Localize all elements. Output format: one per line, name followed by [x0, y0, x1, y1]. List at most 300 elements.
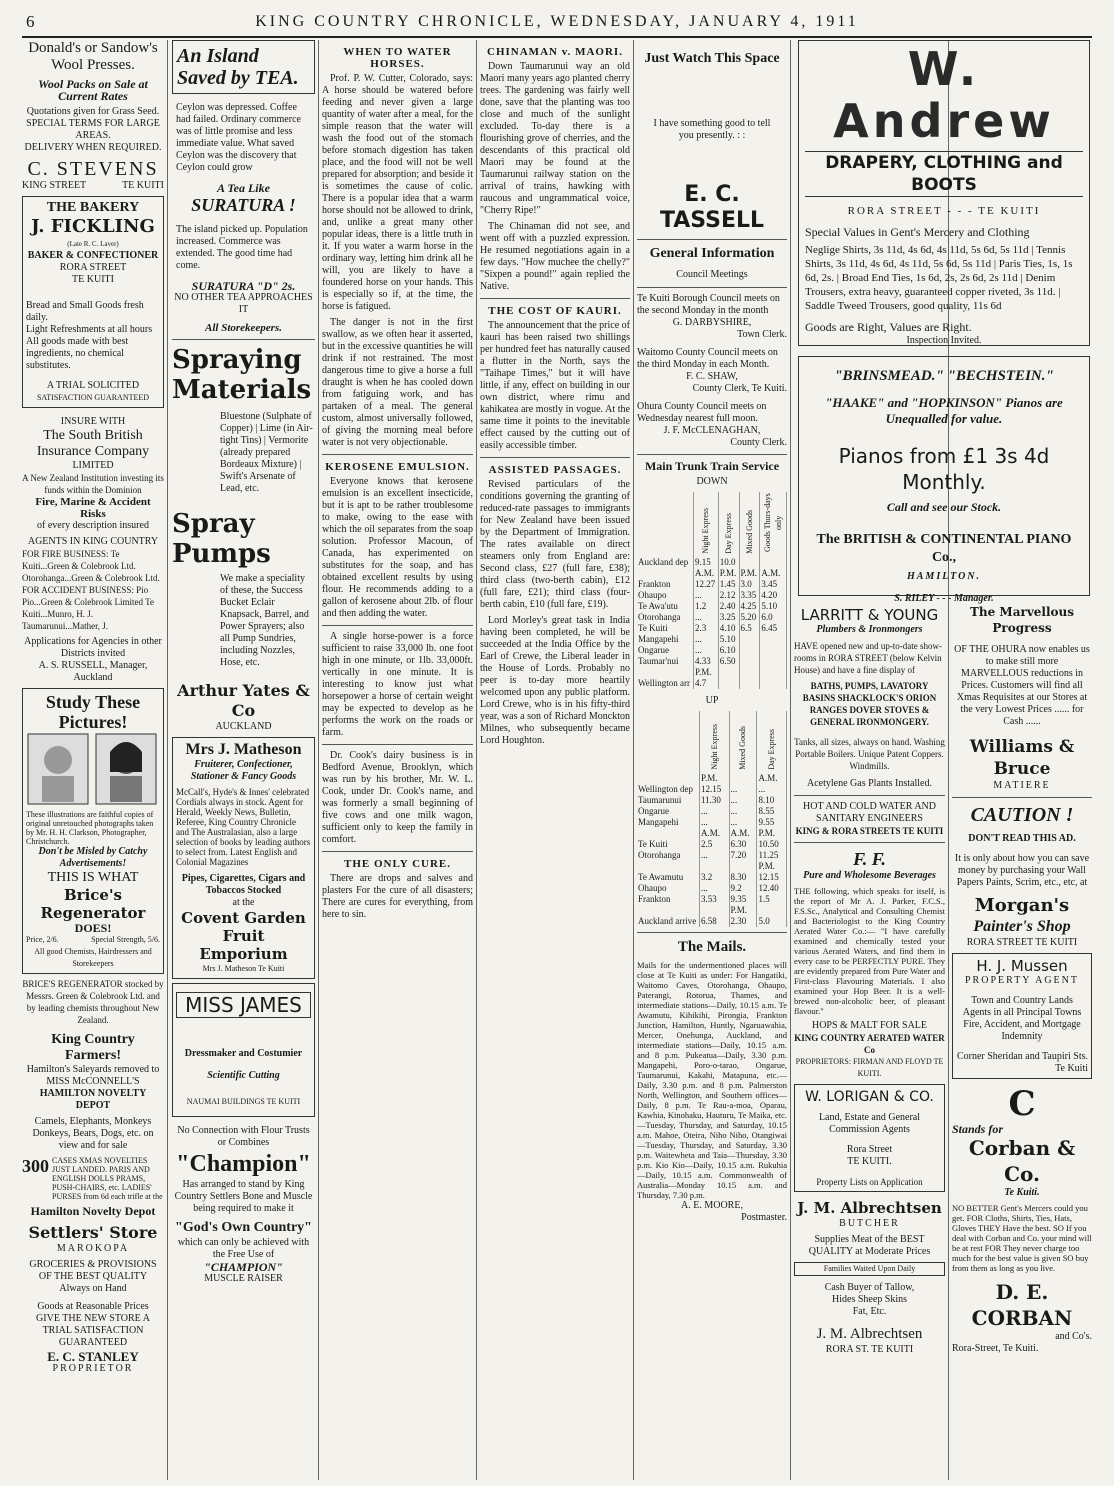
mccall-text: McCall's, Hyde's & Innes' celebrated Cordials always in stock. Agent for Herald, Weekly News, Bulletin, Referee, King Country Chronicle and The Australasian, also a large selection of books by leading authors to select from. Latest English and Colonial Magazines	[176, 787, 311, 867]
timetable-row	[637, 645, 787, 656]
fruiterer-text: Fruiterer, Confectioner, Stationer & Fancy Goods	[190, 759, 297, 782]
ohura-text: OF THE OHURA now enables us to make still more MARVELLOUS reductions in Prices. Customers will find all Xmas Requisites at our Stores at the very Lowest Prices ...... for Cash ......	[954, 644, 1090, 727]
article-paragraph: The Chinaman did not see, and went off with a puzzled expression. He resumed negotiations again in a few days. "How muchee the chelly?" "Sixpen a pound!" again replied the Native.	[480, 221, 630, 292]
piano-ad	[794, 356, 1094, 604]
train-service-heading: Main Trunk Train Service	[644, 459, 780, 473]
time-cell: ...	[729, 817, 757, 828]
time-cell: A.M.	[700, 828, 730, 839]
timetable-row	[637, 795, 787, 806]
waitomo-text: Waitomo County Council meets on the third Monday in each Month.	[637, 347, 778, 370]
lorigan-name: W. LORIGAN & CO.	[805, 1089, 934, 1105]
andrew-items: Neglige Shirts, 3s 11d, 4s 6d, 4s 11d, 5s 6d, 5s 11d | Tennis Shirts, 3s 11d, 4s 6d, 4s 11d, 5s 6d, 5s 11d | Paris Ties, 1s, 1s 6d, 2s. | Broad End Ties, 1s 6d, 2s, 2s 6d, 2s 11d | Denim Trousers, extra heavy, guaranteed copper riveted, 3s 11d. | Saddle Tweed Trousers, good quality, 11s 6d	[805, 244, 1073, 312]
moore-name: A. E. MOORE,	[681, 1200, 743, 1211]
suratura-d: SURATURA "D" 2s.	[191, 279, 296, 293]
time-cell	[739, 634, 760, 645]
time-cell: 1.2	[694, 601, 719, 612]
time-cell: 6.0	[760, 612, 787, 623]
timetable-row	[637, 883, 787, 894]
study-heading: Study These Pictures!	[45, 692, 141, 732]
timetable-row	[637, 579, 787, 590]
insure-text: INSURE WITH	[60, 416, 126, 427]
albrechtsen-address: RORA ST. TE KUITI	[825, 1344, 914, 1355]
this-is-text: THIS IS WHAT	[47, 870, 139, 885]
xmas-text: CASES XMAS NOVELTIES JUST LANDED. PARIS AND ENGLISH DOLLS PRAMS, PUSH-CHAIRS, etc. LADIES' PURSES from 6d each trifle at the	[52, 1156, 163, 1201]
time-cell: 1.45	[718, 579, 739, 590]
bread-text: Bread and Small Goods fresh daily.	[26, 300, 144, 323]
time-cell: A.M.	[757, 773, 787, 784]
timetable-row	[637, 601, 787, 612]
timetable-row	[637, 850, 787, 861]
time-cell	[700, 861, 730, 872]
station-cell: Taumarunui	[637, 795, 700, 806]
time-cell: 12.40	[757, 883, 787, 894]
article-paragraph: Everyone knows that kerosene emulsion is an excellent insecticide, but it is apt to be rather troublesome to make, owing to the ease with which the oil separates from the soap solution. Professor Macoun, of Canada, has experimented on substitutes for the soap, and has obtained excellent results by using flour. He recommends adding to a gallon of kerosene about 2lb. of flour and then adding the water.	[322, 476, 473, 619]
column-label: Night Express	[701, 508, 711, 554]
lorigan-town: TE KUITI.	[847, 1156, 892, 1167]
property-lists: Property Lists on Application	[816, 1177, 923, 1187]
time-cell: 11.25	[757, 850, 787, 861]
always-text: Always on Hand	[59, 1283, 127, 1294]
column-4	[480, 40, 630, 1480]
time-cell: 10.0	[718, 557, 739, 568]
goods-right: Goods are Right, Values are Right.	[805, 320, 972, 334]
column-header	[694, 492, 719, 557]
time-cell: 6.58	[700, 916, 730, 927]
lorigan-ad	[794, 1084, 945, 1192]
illustrations-text: These illustrations are faithful copies of original unretouched photographs taken by Mr. H. H. Clarkson, Photographer, Christchurch.	[26, 810, 154, 846]
pipes-text: Pipes, Cigarettes, Cigars and Tobaccos Stocked	[181, 873, 306, 896]
article-paragraph: There are drops and salves and plasters For the cure of all disasters; There are cures for everything, from here to sin.	[322, 873, 473, 920]
painter-shop: Painter's Shop	[973, 918, 1071, 935]
article-heading: THE ONLY CURE.	[343, 858, 451, 870]
williams-name: Williams & Bruce	[969, 737, 1075, 779]
call-text: Call and see our Stock.	[886, 500, 1002, 514]
matiere-text: MATIERE	[993, 780, 1051, 791]
time-cell: ...	[729, 795, 757, 806]
andrew-ad	[794, 40, 1094, 350]
divider	[172, 339, 315, 340]
time-cell	[739, 667, 760, 678]
time-cell: 2.5	[700, 839, 730, 850]
timetable-row	[637, 568, 787, 579]
article-heading: THE COST OF KAURI.	[488, 305, 622, 317]
divider	[637, 454, 787, 455]
proprietor-text: PROPRIETOR	[52, 1363, 134, 1374]
station-cell: Otorohanga	[637, 612, 694, 623]
time-cell	[760, 634, 787, 645]
fickling-sub: (Late R. C. Laver)	[67, 240, 119, 248]
time-cell: 8.10	[757, 795, 787, 806]
time-cell: ...	[700, 806, 730, 817]
time-cell	[700, 905, 730, 916]
station-cell: Te Awa'utu	[637, 601, 694, 612]
proprietors-text: PROPRIETORS: FIRMAN AND FLOYD TE KUITI.	[795, 1057, 944, 1078]
column-label: Day Express	[767, 729, 777, 770]
postmaster-title: Postmaster.	[741, 1212, 787, 1223]
time-cell: 11.30	[700, 795, 730, 806]
spraying-materials-list: Bluestone (Sulphate of Copper) | Lime (in Air-tight Tins) | Vermorite (already prepared Bordeaux Mixture) | Swift's Arsenate of Lead, etc.	[220, 411, 313, 494]
time-cell: 5.0	[757, 916, 787, 927]
station-column-header	[637, 711, 700, 773]
brice-name: Brice's Regenerator	[40, 886, 146, 922]
time-cell: 4.33	[694, 656, 719, 667]
time-cell	[718, 667, 739, 678]
time-cell	[739, 557, 760, 568]
masthead: KING COUNTRY CHRONICLE, WEDNESDAY, JANUARY 4, 1911	[255, 13, 859, 30]
stevens-name: C. STEVENS	[27, 158, 159, 180]
hot-cold-text: HOT AND COLD WATER AND SANITARY ENGINEERS	[803, 801, 936, 824]
drapery-heading: DRAPERY, CLOTHING and BOOTS	[805, 151, 1083, 197]
stevens-address	[22, 180, 164, 192]
time-cell: ...	[700, 883, 730, 894]
morgan-address: RORA STREET TE KUITI	[966, 937, 1078, 948]
quotations-text: Quotations given for Grass Seed.	[26, 106, 160, 117]
station-cell: Te Kuiti	[637, 839, 700, 850]
piano-town: HAMILTON.	[906, 571, 982, 582]
caution-heading: CAUTION !	[970, 804, 1074, 826]
time-cell: 2.3	[694, 623, 719, 634]
haake-text: "HAAKE" and "HOPKINSON" Pianos are Unequalled for value.	[825, 395, 1063, 426]
station-cell: Ongarue	[637, 806, 700, 817]
kcaw-text: KING COUNTRY AERATED WATER Co	[794, 1033, 945, 1055]
divider	[480, 298, 630, 299]
light-text: Light Refreshments at all hours	[26, 324, 153, 335]
article-paragraph: The announcement that the price of kauri has been raised two shillings per hundred feet has naturally caused a flutter in the North, says the "Taihape Times," but it will have little, if any, effect on building in our own district, where rimu and kahikatea are mostly in vogue. At the same time it points to the inevitable effect caused by the cutting out of easily accessible timber.	[480, 320, 630, 451]
trial-text: A TRIAL SOLICITED	[46, 380, 140, 391]
time-cell: 9.55	[757, 817, 787, 828]
bakery-town: TE KUITI	[72, 274, 114, 285]
agents-heading: AGENTS IN KING COUNTRY	[27, 536, 159, 547]
time-cell: 6.50	[718, 656, 739, 667]
time-cell: 5.20	[739, 612, 760, 623]
article-paragraph: Down Taumarunui way an old Maori many years ago planted cherry trees. The gardening was fairly well done, save that the planting was too close and much of the sunlight excluded. To-day there is a flourishing grove of cherries, and the descendants of this practical old Maori may be found at the Taumarunui railway station on the arrival of trains, hawking with raucous and ungrammatical voice, "Cherry Ripe!"	[480, 61, 630, 216]
xmas-novelties	[22, 1156, 164, 1201]
larritt-body: HAVE opened new and up-to-date show-rooms in RORA STREET (below Kelvin House) and have a fine display of	[794, 641, 943, 675]
article-paragraph: Dr. Cook's dairy business is in Bedford Avenue, Brooklyn, which was run by his brother, Mr. W. L. Cook, under Dr. Cook's name, and was formerly a small beginning of five cows and one milk wagon, sufficient only to keep the family in comfort.	[322, 750, 473, 845]
andrew-name: W. Andrew	[833, 42, 1055, 148]
station-cell: Auckland dep	[637, 557, 694, 568]
time-cell	[739, 656, 760, 667]
shaw-name: F. C. SHAW,	[686, 371, 738, 382]
strength-text: Special Strength, 5/6.	[91, 935, 160, 944]
divider	[322, 851, 473, 852]
bakery-ad	[22, 196, 164, 408]
column-rule	[167, 40, 168, 1480]
corban-name: Corban & Co.	[968, 1136, 1076, 1186]
time-cell: P.M.	[757, 828, 787, 839]
no-connection-text: No Connection with Flour Trusts or Combines	[177, 1125, 310, 1148]
price-text: Price, 2/6.	[26, 935, 59, 944]
lorigan-street: Rora Street	[846, 1144, 893, 1155]
at-the-text: at the	[232, 897, 255, 908]
time-cell: 2.30	[729, 916, 757, 927]
column-label: Mixed Goods	[738, 726, 748, 770]
brice-stockists: BRICE'S REGENERATOR stocked by Messrs. Green & Colebrook Ltd. and by leading chemists throughout New Zealand.	[22, 979, 164, 1025]
mails-body: Mails for the undermentioned places will close at Te Kuiti as under: For Hangatiki, Waitomo Caves, Otorohanga, Ohaupo, Paterangi, Rotorua, Thames, and intermediate stations—Daily, 10.15 a.m. Te Awamutu, Kihikihi, Pirongia, Frankton Junction, Hamilton, Huntly, Ngaruawahia, Mercer, Onehunga, Auckland, and intermediate stations—Daily, 10.15 a.m. and 8 p.m. Pukeatua—Daily, 3.30 p.m. Mangapehi, Poro-o-tarao, Ongarue, Taumarunui, Kakahi, Matapuna, etc.—Daily, 3.30 p.m. and 8 p.m. Palmerston North, Wellington, and Southern offices—Daily, 8 p.m. Te Rau-a-moa, Oparau, Kawhia, Kinohaku, Hauturu, Te Maika, etc.—Tuesday, Thursday, and Saturday, 10.15 a.m. Mahoe, Oteira, Niho Niho, Otangiwai—Tuesday, Thursday, and Saturday, 3.30 p.m. Waitewheta and Taia—Thursday, 3.30 p.m. Kio Kio—Daily, 10.15 a.m. Rukuhia—Daily, 10.15 a.m. Commonwealth of Australia—Monday 10.15 a.m. and Thursday, 7.30 p.m.	[637, 960, 787, 1200]
station-cell: Ohaupo	[637, 883, 700, 894]
station-cell: Wellington dep	[637, 784, 700, 795]
james-ad	[172, 983, 315, 1117]
property-agent: PROPERTY AGENT	[965, 975, 1079, 986]
pianos-price: Pianos from £1 3s 4d Monthly.	[838, 444, 1050, 494]
land-agents: Land, Estate and General Commission Agents	[818, 1112, 921, 1135]
time-cell: 3.53	[700, 894, 730, 905]
mails-heading: The Mails.	[677, 939, 747, 955]
column-5	[637, 40, 787, 1480]
station-cell: Ongarue	[637, 645, 694, 656]
timetable-row	[637, 656, 787, 667]
station-cell	[637, 905, 700, 916]
fickling-name: J. FICKLING	[31, 216, 155, 237]
xmas-count: 300	[22, 1156, 49, 1176]
time-cell: 1.5	[757, 894, 787, 905]
novelty-depot-name: Hamilton Novelty Depot	[30, 1204, 156, 1218]
butcher-text: BUTCHER	[839, 1218, 900, 1229]
groceries-text: GROCERIES & PROVISIONS OF THE BEST QUALITY	[29, 1259, 157, 1282]
de-corban: D. E. CORBAN	[971, 1280, 1073, 1330]
time-cell: P.M.	[694, 667, 719, 678]
column-rule	[476, 40, 477, 1480]
time-cell: A.M.	[760, 568, 787, 579]
yates-name: Arthur Yates & Co	[177, 681, 310, 720]
divider	[794, 795, 945, 796]
matheson-name: Mrs J. Matheson	[185, 741, 302, 758]
timetable-row	[637, 916, 787, 927]
timetable-row	[637, 894, 787, 905]
time-cell: 9.35	[729, 894, 757, 905]
supplies-text: Supplies Meat of the BEST QUALITY at Moderate Prices	[808, 1234, 931, 1257]
time-cell	[729, 861, 757, 872]
time-cell: 4.20	[760, 590, 787, 601]
fire-risks: Fire, Marine & Accident Risks	[35, 496, 151, 520]
timetable-row	[637, 784, 787, 795]
time-cell: 4.7	[694, 678, 719, 689]
divider	[794, 842, 945, 843]
tanks-text: Tanks, all sizes, always on hand. Washing Portable Boilers. Unique Patent Coppers. Windmills.	[794, 737, 945, 771]
only-text: It is only about how you can save money by purchasing your Wall Papers Paints, Scrim, etc., etc, at	[954, 853, 1090, 888]
ceylon-text: Ceylon was depressed. Coffee had failed. Ordinary commerce was of little promise and less immediate value. What saved Ceylon was the discovery that Ceylon could grow	[176, 102, 301, 173]
bc-piano-co: The BRITISH & CONTINENTAL PIANO Co.,	[816, 532, 1072, 565]
timetable-header-row	[637, 492, 787, 557]
column-header	[757, 711, 787, 773]
corban-address: Rora-Street, Te Kuiti.	[952, 1343, 1039, 1354]
column-3	[322, 40, 473, 1480]
column-header	[760, 492, 787, 557]
ff-body: THE following, which speaks for itself, is the report of Mr A. J. Parker, F.C.S., F.S.Sc., Analytical and Consulting Chemist and Bacteriologist to the King Country Aerated Water Co.:— "I have carefully examined and chemically tested your various Aerated Waters, and find them in every case to be PERFECTLY PURE. They are evidently prepared from Pure Water and First-class Flavouring Materials. I also examined your Hop Beer. It is a well-brewed non-alcoholic beer, of pleasant flavour."	[794, 886, 945, 1016]
darbyshire-name: G. DARBYSHIRE,	[672, 317, 752, 328]
station-cell: Wellington arr	[637, 678, 694, 689]
time-cell: 12.27	[694, 579, 719, 590]
goods-text: All goods made with best ingredients, no chemical substitutes.	[26, 336, 129, 371]
masthead-bar	[22, 10, 1092, 38]
street-text: KING STREET	[22, 180, 87, 191]
every-desc: of every description insured	[37, 520, 149, 531]
families-text: Families Waited Upon Daily	[794, 1262, 945, 1276]
brice-prices	[26, 934, 160, 946]
andrew-special: Special Values in Gent's Mercery and Clothing	[805, 225, 1030, 239]
give-trial-text: GIVE THE NEW STORE A TRIAL SATISFACTION GUARANTEED	[36, 1313, 150, 1348]
all-storekeepers: All Storekeepers.	[205, 322, 282, 334]
time-cell: P.M.	[718, 568, 739, 579]
time-cell: 4.10	[718, 623, 739, 634]
sbi-name: The South British Insurance Company	[36, 428, 150, 459]
farmers-heading: King Country Farmers!	[51, 1032, 135, 1063]
time-cell: ...	[700, 850, 730, 861]
station-column-header	[637, 492, 694, 557]
timetable-row	[637, 623, 787, 634]
council-heading: Council Meetings	[676, 269, 748, 280]
timetable-row	[637, 612, 787, 623]
time-cell: 8.55	[757, 806, 787, 817]
down-heading: DOWN	[696, 476, 728, 487]
tassell-name: E. C. TASSELL	[659, 182, 765, 233]
presses-heading: Donald's or Sandow's Wool Presses.	[28, 40, 158, 73]
baths-text: BATHS, PUMPS, LAVATORY BASINS SHACKLOCK'S ORION RANGES DOVER STOVES & GENERAL IRONMONGERY.	[802, 681, 937, 727]
column-rule	[790, 40, 791, 1480]
time-cell: 4.25	[739, 601, 760, 612]
time-cell: 12.15	[700, 784, 730, 795]
scientific-cutting: Scientific Cutting	[207, 1070, 280, 1081]
time-cell: 8.30	[729, 872, 757, 883]
morgan-name: Morgan's	[974, 895, 1070, 916]
champion-heading: "Champion"	[176, 1151, 311, 1177]
divider	[952, 797, 1092, 798]
article-paragraph: A single horse-power is a force sufficient to raise 33,000 lb. one foot high in one minute, or 1lb. 33,000ft. vertically in one minute. It is interesting to know just what horsepower a horse of certain weight may be expected to develop as he performs the work on the roads or farm.	[322, 631, 473, 738]
novelty-depot-heading: HAMILTON NOVELTY DEPOT	[39, 1088, 147, 1111]
time-cell	[718, 678, 739, 689]
time-cell: 3.25	[718, 612, 739, 623]
agents-body: FOR FIRE BUSINESS: Te Kuiti...Green & Colebrook Ltd. Otorohanga...Green & Colebrook Ltd. FOR ACCIDENT BUSINESS: Pio Pio...Green & Colebrook Limited Te Kuiti...Munro, H. J. Taumarunui...Mather, J.	[22, 549, 160, 631]
station-cell: Taumar'nui	[637, 656, 694, 667]
sold-text: All good Chemists, Hairdressers and Storekeepers	[34, 947, 152, 968]
county-clerk: County Clerk, Te Kuiti.	[692, 383, 787, 394]
mcclenaghan-name: J. F. McCLENAGHAN,	[663, 425, 761, 436]
time-cell: ...	[729, 784, 757, 795]
time-cell: 3.0	[739, 579, 760, 590]
corban-town: Te Kuiti.	[1004, 1187, 1040, 1198]
bakery-street: RORA STREET	[59, 262, 127, 273]
time-cell: 3.2	[700, 872, 730, 883]
sbi-limited: LIMITED	[72, 460, 114, 471]
time-cell: ...	[757, 784, 787, 795]
animals-text: Camels, Elephants, Monkeys Donkeys, Bears, Dogs, etc. on view and for sale	[32, 1116, 154, 1151]
timetable-row	[637, 861, 787, 872]
time-cell	[739, 645, 760, 656]
town-clerk: Town Clerk.	[737, 329, 787, 340]
column-label: Night Express	[709, 724, 719, 770]
time-cell	[760, 645, 787, 656]
up-heading: UP	[705, 695, 719, 706]
article-paragraph: Lord Morley's great task in India having been completed, he will be succeeded at the India Office by the Earl of Crewe, the Liberal leader in the House of Lords. Probably no peer is to-day more heartily welcomed upon any public platform. Lord Crewe, who is in his fifty-third year, was a son of Richard Monckton Milnes, who subsequently became Lord Houghton.	[480, 615, 630, 746]
larritt-name: LARRITT & YOUNG	[800, 606, 939, 624]
time-cell	[760, 678, 787, 689]
column-rule	[318, 40, 319, 1480]
column-header	[718, 492, 739, 557]
matheson-signature: Mrs J. Matheson Te Kuiti	[202, 964, 285, 973]
time-cell: A.M.	[694, 568, 719, 579]
stands-for: Stands for	[952, 1122, 1004, 1136]
albrechtsen-name: J. M. Albrechtsen	[797, 1199, 942, 1217]
station-cell: Frankton	[637, 579, 694, 590]
misled-text: Don't be Misled by Catchy Advertisements!	[38, 846, 148, 869]
time-cell	[739, 678, 760, 689]
no-other-tea: NO OTHER TEA APPROACHES IT	[174, 292, 313, 315]
inspection-invited: Inspection Invited.	[906, 335, 982, 346]
champion-2: "CHAMPION"	[204, 1260, 283, 1274]
column-header	[739, 492, 760, 557]
time-cell: P.M.	[700, 773, 730, 784]
column-label: Goods Thurs-days only	[763, 493, 784, 553]
matheson-ad	[172, 737, 315, 979]
james-name: MISS JAMES	[176, 992, 311, 1018]
station-cell	[637, 667, 694, 678]
tk-council-text: Te Kuiti Borough Council meets on the second Monday in the month	[637, 293, 780, 316]
nz-institution: A New Zealand Institution investing its funds within the Dominion	[22, 473, 164, 495]
station-cell: Ohaupo	[637, 590, 694, 601]
corner-text: Corner Sheridan and Taupiri Sts. Te Kuiti	[956, 1051, 1088, 1074]
station-cell: Mangapehi	[637, 817, 700, 828]
timetable-row	[637, 634, 787, 645]
time-cell	[760, 557, 787, 568]
town-lands-text: Town and Country Lands Agents in all Principal Towns Fire, Accident, and Mortgage Indemnity	[962, 995, 1082, 1042]
station-cell: Te Awamutu	[637, 872, 700, 883]
timetable-row	[637, 557, 787, 568]
satisfaction-text: SATISFACTION GUARANTEED	[36, 393, 150, 402]
article-heading: WHEN TO WATER HORSES.	[343, 46, 452, 70]
baker-line: BAKER & CONFECTIONER	[27, 250, 159, 261]
divider	[322, 744, 473, 745]
brice-ad	[22, 688, 164, 974]
time-cell: P.M.	[757, 861, 787, 872]
muscle-raiser: MUSCLE RAISER	[204, 1273, 283, 1284]
arranged-text: Has arranged to stand by King Country Settlers Bone and Muscle being required to make it	[174, 1179, 313, 1214]
ohura-text: Ohura County Council meets on Wednesday nearest full moon.	[637, 401, 767, 424]
article-paragraph: Prof. P. W. Cutter, Colorado, says: A horse should be watered before feeding and never given a large quantity of water after a meal, for the simple reason that the water will wash the food out of the stomach before stomach digestion has taken place, and the food will not be well prepared for absorption; and beside it is sometimes the cause of colic. There is a popular idea that a warm horse should not be allowed to drink, and, unlike a great many other popular ideas, there is a little truth in it. If you water a warm horse in the ordinary way, letting him drink all he will, you are likely to have a foundered horse on your hands. This is especially so if, at the time, the horse is fatigued.	[322, 73, 473, 312]
article-paragraph: Revised particulars of the conditions governing the granting of reduced-rate passages to immigrants for New Zealand have been issued by the Department of Immigration. The rates available on direct steamers only from England are: Second class, £27 (full fare, £38); third class (two-berth cabin), £12 (full fare, £21); third class (four-berth cabin, £10 (full fare, £19).	[480, 479, 630, 610]
time-cell: 9.15	[694, 557, 719, 568]
time-cell: 6.30	[729, 839, 757, 850]
column-6-lower	[794, 600, 945, 1480]
general-info-heading: General Information	[649, 246, 775, 261]
timetable-row	[637, 806, 787, 817]
naumai-buildings: NAUMAI BUILDINGS TE KUITI	[186, 1097, 301, 1106]
russell-signature: A. S. RUSSELL, Manager, Auckland	[38, 660, 148, 683]
timetable-row	[637, 590, 787, 601]
station-cell: Te Kuiti	[637, 623, 694, 634]
station-cell	[637, 828, 700, 839]
pure-beverages: Pure and Wholesome Beverages	[803, 870, 936, 881]
agency-applications: Applications for Agencies in other Districts invited	[24, 636, 162, 659]
time-cell	[757, 905, 787, 916]
acetylene-text: Acetylene Gas Plants Installed.	[807, 778, 932, 789]
spray-pumps-heading: Spray Pumps	[172, 509, 271, 569]
station-cell	[637, 568, 694, 579]
timetable-row	[637, 817, 787, 828]
settlers-store: Settlers' Store	[28, 1223, 158, 1242]
bakery-title: THE BAKERY	[46, 200, 140, 215]
time-cell: P.M.	[739, 568, 760, 579]
dont-read: DON'T READ THIS AD.	[968, 833, 1076, 844]
covent-garden: Covent Garden Fruit Emporium	[181, 909, 306, 963]
station-cell: Mangapehi	[637, 634, 694, 645]
time-cell: 6.10	[718, 645, 739, 656]
king-rora-streets: KING & RORA STREETS TE KUITI	[795, 826, 944, 836]
station-cell	[637, 861, 700, 872]
time-cell: ...	[694, 645, 719, 656]
albrechtsen-name-2: J. M. Albrechtsen	[816, 1326, 923, 1342]
reasonable-text: Goods at Reasonable Prices	[37, 1301, 149, 1312]
mussen-name: H. J. Mussen	[976, 957, 1068, 975]
